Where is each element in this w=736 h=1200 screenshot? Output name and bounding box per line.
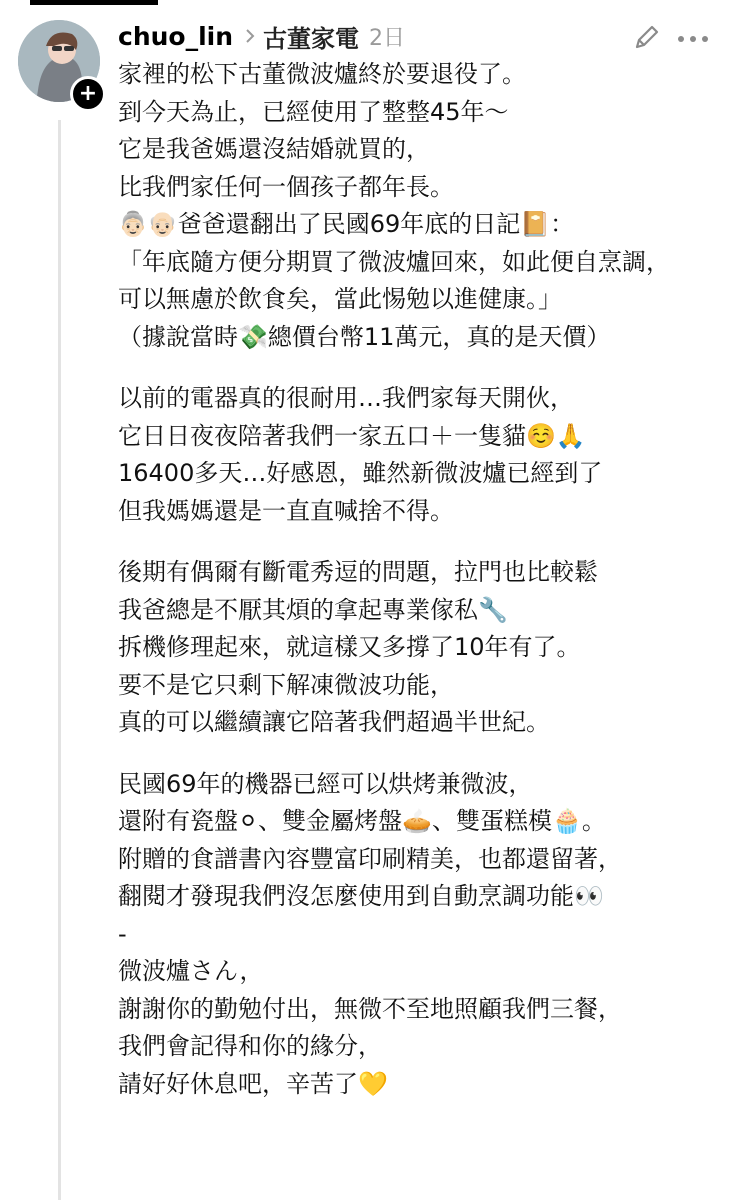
post-line: 可以無慮於飲食矣，當此惕勉以進健康。」 bbox=[118, 285, 562, 313]
paragraph-2 bbox=[118, 380, 718, 530]
post-line: 家裡的松下古董微波爐終於要退役了。 bbox=[118, 60, 526, 88]
post-line: 比我們家任何一個孩子都年長。 bbox=[118, 172, 454, 201]
paragraph-gap bbox=[118, 356, 718, 380]
topic-tag-link[interactable]: 古董家電 bbox=[263, 24, 360, 53]
top-edge-bar bbox=[30, 0, 158, 5]
post-header bbox=[118, 20, 405, 52]
post-line: 真的可以繼續讓它陪著我們超過半世紀。 bbox=[118, 708, 550, 736]
post-line: 👵🏻👴🏻爸爸還翻出了民國69年底的日記📔： bbox=[118, 210, 575, 238]
paragraph-gap bbox=[118, 742, 718, 766]
chevron-right-icon bbox=[245, 28, 255, 44]
post-line: （據說當時💸總價台幣11萬元，真的是天價） bbox=[118, 322, 611, 351]
post-line: 16400多天…好感恩，雖然新微波爐已經到了 bbox=[118, 459, 603, 487]
paragraph-4 bbox=[118, 766, 718, 1104]
post-time: 2日 bbox=[369, 25, 406, 51]
follow-button[interactable] bbox=[70, 76, 106, 112]
username-link[interactable]: chuo_lin bbox=[118, 21, 234, 51]
post-line: 請好好休息吧，辛苦了💛 bbox=[118, 1069, 388, 1098]
post-line: 我們會記得和你的緣分， bbox=[118, 1032, 382, 1060]
thread-line bbox=[58, 120, 61, 1200]
post-line: 附贈的食譜書內容豐富印刷精美，也都還留著， bbox=[118, 844, 622, 873]
post-line: 民國69年的機器已經可以烘烤兼微波， bbox=[118, 769, 533, 798]
post-body bbox=[118, 56, 718, 1103]
more-dots-icon[interactable] bbox=[676, 30, 710, 49]
plus-icon: + bbox=[78, 81, 98, 106]
paragraph-1 bbox=[118, 56, 718, 356]
post-line: 它是我爸媽還沒結婚就買的， bbox=[118, 135, 430, 163]
post-line: 「年底隨方便分期買了微波爐回來，如此便自烹調， bbox=[118, 247, 670, 276]
pencil-icon[interactable] bbox=[632, 22, 662, 56]
post-line: 拆機修理起來，就這樣又多撐了10年有了。 bbox=[118, 633, 581, 661]
post-line: 微波爐さん， bbox=[118, 957, 264, 985]
post-line: 翻閱才發現我們沒怎麼使用到自動烹調功能👀 bbox=[118, 882, 604, 910]
post-line: 我爸總是不厭其煩的拿起專業傢私🔧 bbox=[118, 595, 508, 624]
post-line: 謝謝你的勤勉付出，無微不至地照顧我們三餐， bbox=[118, 994, 622, 1023]
post-line: 要不是它只剩下解凍微波功能， bbox=[118, 670, 454, 699]
paragraph-gap bbox=[118, 530, 718, 554]
post-line: 後期有偶爾有斷電秀逗的問題，拉門也比較鬆 bbox=[118, 558, 598, 586]
post-line: 到今天為止，已經使用了整整45年～ bbox=[118, 97, 509, 126]
post-line: 它日日夜夜陪著我們一家五口＋一隻貓☺️🙏 bbox=[118, 421, 586, 450]
post-line: 但我媽媽還是一直直喊捨不得。 bbox=[118, 496, 454, 525]
post-line: 以前的電器真的很耐用…我們家每天開伙， bbox=[118, 384, 574, 412]
paragraph-3 bbox=[118, 554, 718, 742]
post-line: - bbox=[118, 919, 127, 948]
post-line: 還附有瓷盤⚪、雙金屬烤盤🥧、雙蛋糕模🧁。 bbox=[118, 807, 606, 835]
